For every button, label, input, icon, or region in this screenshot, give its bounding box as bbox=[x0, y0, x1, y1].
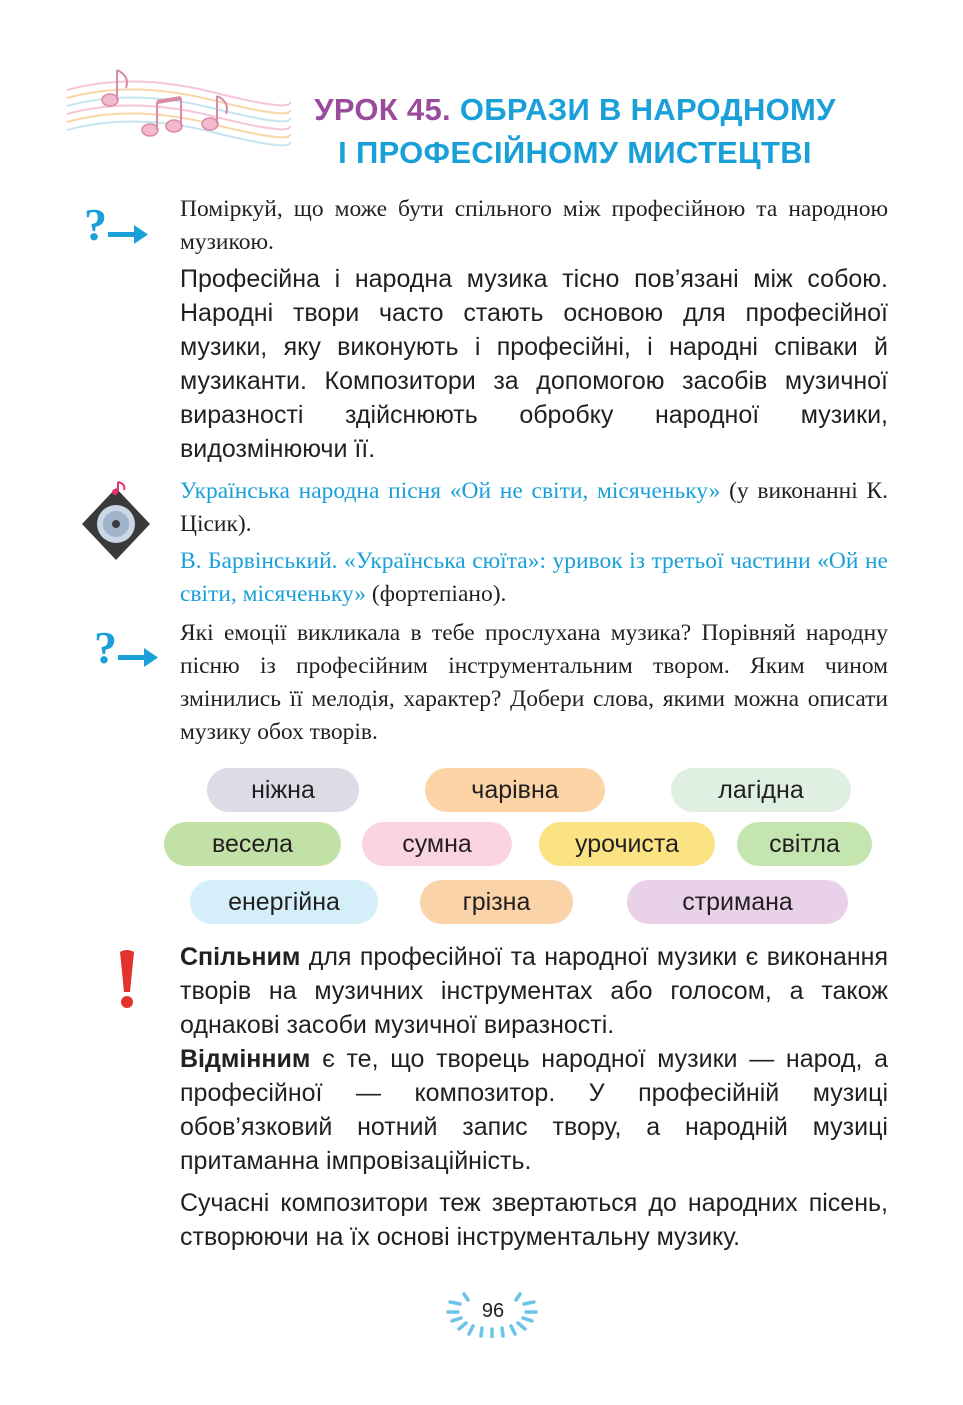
page-title-line-2: І ПРОФЕСІЙНОМУ МИСТЕЦТВІ bbox=[338, 135, 812, 170]
rule-keyword-2: Відмінним bbox=[180, 1045, 311, 1073]
listening-title-1: Українська народна пісня «Ой не світи, місяченьку» bbox=[180, 478, 721, 504]
exclamation-icon bbox=[112, 948, 142, 1012]
page-number: 96 bbox=[481, 1300, 505, 1322]
word-chip: енергійна bbox=[190, 880, 378, 924]
rule-paragraph bbox=[180, 940, 888, 1178]
paragraph-2: Сучасні композитори теж звертаються до народних пісень, створюючи на їх основі інструментальну музику. bbox=[180, 1189, 888, 1251]
page-title-line-1 bbox=[240, 92, 910, 128]
listening-note-2: (фортепіано). bbox=[371, 581, 507, 607]
question-arrow-icon bbox=[92, 623, 162, 678]
word-chip: грізна bbox=[420, 880, 573, 924]
word-chip: світла bbox=[737, 822, 872, 866]
rule-keyword-1: Спільним bbox=[180, 943, 301, 971]
lesson-number: УРОК 45. bbox=[314, 92, 451, 127]
listening-title-2: В. Барвінський. «Українська сюїта»: уривок із третьої частини «Ой не світи, місяченьку» bbox=[180, 548, 888, 607]
paragraph-1: Професійна і народна музика тісно пов’язані між собою. Народні твори часто стають основою для професійної музики, яку виконують і професійні, і народні співаки й музиканти. Композитори за допомогою засобів музичної виразності здійснюють обробку народної музики, видозмінюючи її. bbox=[180, 265, 888, 463]
word-chip: ніжна bbox=[207, 768, 359, 812]
lesson-title-part-1: ОБРАЗИ В НАРОДНОМУ bbox=[459, 92, 836, 127]
listening-item-2 bbox=[180, 545, 888, 611]
svg-text:?: ? bbox=[84, 200, 107, 250]
rule-text-1: для професійної та народної музики є виконання творів на музичних інструментах або голосом, а також однакові засоби музичної виразності. bbox=[180, 943, 888, 1039]
question-1-text: Поміркуй, що може бути спільного між професійною та народною музикою. bbox=[180, 196, 888, 255]
cd-disc-icon bbox=[80, 480, 152, 562]
question-2-text: Які емоції викликала в тебе прослухана музика? Порівняй народну пісню із професійним інструментальним твором. Яким чином змінились її мелодія, характер? Добери слова, якими можна описати музику обох творів. bbox=[180, 620, 888, 745]
word-chip: урочиста bbox=[539, 822, 715, 866]
word-chip: весела bbox=[164, 822, 341, 866]
listening-note-1: (у виконанні К. Цісик). bbox=[180, 478, 888, 537]
question-arrow-icon bbox=[82, 200, 152, 255]
svg-text:?: ? bbox=[94, 623, 117, 673]
word-chip: стримана bbox=[627, 880, 848, 924]
word-chip: лагідна bbox=[671, 768, 851, 812]
word-chip: чарівна bbox=[425, 768, 605, 812]
rule-text-2: є те, що творець народної музики — народ, а професійної — композитор. У професійній музиці обов’язковий нотний запис твору, а народній музиці притаманна імпровізаційність. bbox=[180, 1045, 888, 1175]
word-chip: сумна bbox=[362, 822, 512, 866]
listening-item-1 bbox=[180, 475, 888, 541]
